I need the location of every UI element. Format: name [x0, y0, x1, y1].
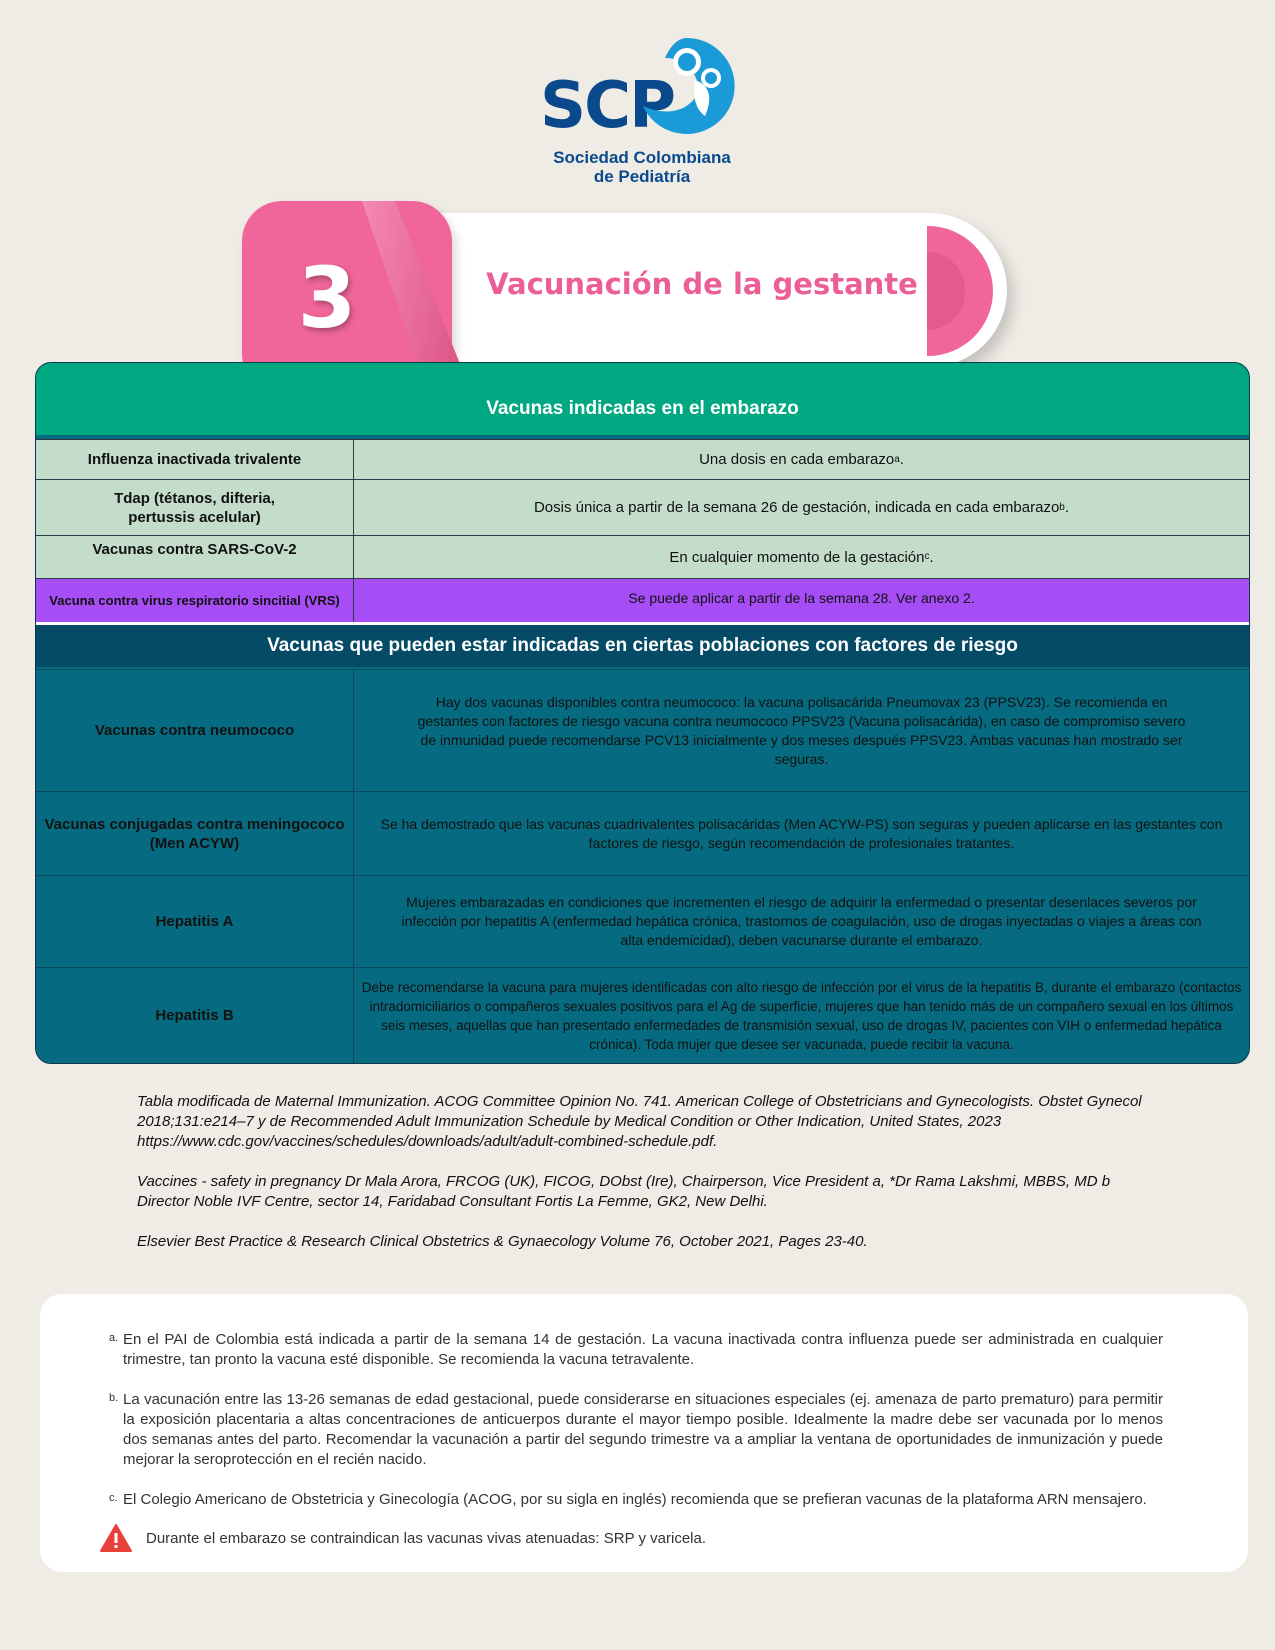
vaccine-name: Vacuna contra virus respiratorio sincitial (VRS): [36, 579, 354, 622]
table-row: [36, 535, 1249, 578]
table-row: [36, 669, 1249, 791]
reference-item: Tabla modificada de Maternal Immunization. ACOG Committee Opinion No. 741. American College of Obstetricians and Gynecologists. Obstet Gynecol 2018;131:e214–7 y de Recommended Adult Immunization Schedule by Medical Condition or Other Indication, United States, 2023 https://www.cdc.gov/vaccines/schedules/downloads/adult/adult-combined-schedule.pdf.: [137, 1093, 1142, 1150]
scp-logo: [540, 36, 740, 186]
vaccine-detail: Se puede aplicar a partir de la semana 28. Ver anexo 2.: [628, 590, 975, 606]
table-row: [36, 439, 1249, 479]
vaccine-name: Vacunas contra neumococo: [36, 670, 354, 791]
warning-triangle-icon: [100, 1524, 132, 1552]
footnote-mark: b.: [109, 1392, 119, 1404]
logo-abbr: SCP: [540, 69, 674, 143]
vaccine-name: Hepatitis A: [36, 876, 354, 967]
logo-name-line1: Sociedad Colombiana: [553, 148, 731, 167]
page-title: Vacunación de la gestante: [486, 267, 918, 301]
footnotes-box: [40, 1294, 1248, 1572]
table-row: [36, 875, 1249, 967]
table-row: [36, 578, 1249, 622]
references: [137, 1092, 1157, 1272]
vaccine-detail: Se ha demostrado que las vacunas cuadrivalentes polisacáridas (Men ACYW-PS) son seguras y pueden aplicarse en las gestantes con factores de riesgo, según recomendación de profesionales tratantes.: [380, 815, 1223, 851]
vaccine-name: Tdap (tétanos, difteria, pertussis acelular): [36, 480, 354, 535]
vaccine-name: Vacunas contra SARS-CoV-2: [36, 536, 354, 578]
footnote-a: a. En el PAI de Colombia está indicada a partir de la semana 14 de gestación. La vacuna inactivada contra influenza puede ser administrada en cualquier trimestre, tan pronto la vacuna esté disponible. Se recomienda la vacuna tetravalente.: [123, 1330, 1163, 1370]
vaccine-name: Hepatitis B: [36, 968, 354, 1063]
footnote-b: b. La vacunación entre las 13-26 semanas de edad gestacional, puede considerarse en situaciones especiales (ej. amenaza de parto prematuro) para permitir la exposición placentaria a altas concentraciones de anticuerpos durante el mayor tiempo posible. Idealmente la madre debe ser vacunada por lo menos dos semanas antes del parto. Recomendar la vacunación a partir del segundo trimestre va a ampliar la ventana de oportunidades de inmunización y puede mejorar la seroprotección en el recién nacido.: [123, 1390, 1163, 1470]
table-row: [36, 967, 1249, 1063]
vaccines-table: [35, 362, 1250, 1064]
vaccine-detail: Debe recomendarse la vacuna para mujeres identificadas con alto riesgo de infección por el virus de la hepatitis B, durante el embarazo (contactos intradomiciliarios o compañeros sexuales positivos para el Ag de superficie, mujeres que han tenido más de un compañero sexual en los últimos seis meses, aquellas que han presentado enfermedades de transmisión sexual, uso de drogas IV, pacientes con VIH o enfermedad hepática crónica). Toda mujer que desee ser vacunada, puede recibir la vacuna.: [361, 979, 1242, 1052]
vaccine-detail: Hay dos vacunas disponibles contra neumococo: la vacuna polisacárida Pneumovax 23 (PPSV23). Se recomienda en gestantes con factores de riesgo vacuna contra neumococo PPSV23 (Vacuna polisacárida), en caso de compromiso severo de inmunidad puede recomendarse PCV13 inicialmente y dos meses después PPSV23. Ambas vacunas han mostrado ser seguras.: [417, 693, 1186, 767]
table-row: [36, 479, 1249, 535]
section-risk-header: Vacunas que pueden estar indicadas en ciertas poblaciones con factores de riesgo: [36, 622, 1249, 667]
vaccine-detail: Una dosis en cada embarazo a .: [699, 451, 904, 468]
footnote-mark: c.: [109, 1492, 118, 1504]
section-indicated-header: Vacunas indicadas en el embarazo: [36, 363, 1249, 435]
footnote-c: c. El Colegio Americano de Obstetricia y Ginecología (ACOG, por su sigla en inglés) recomienda que se prefieran vacunas de la plataforma ARN mensajero.: [123, 1490, 1163, 1510]
vaccine-detail: Mujeres embarazadas en condiciones que incrementen el riesgo de adquirir la enfermedad o presentar desenlaces severos por infección por hepatitis A (enfermedad hepática crónica, trastornos de coagulación, uso de drogas inyectadas o viajes a áreas con alta endemicidad), deben vacunarse durante el embarazo.: [401, 894, 1202, 948]
reference-item: Vaccines - safety in pregnancy Dr Mala Arora, FRCOG (UK), FICOG, DObst (Ire), Chairperson, Vice President a, *Dr Rama Lakshmi, MBBS, MD b Director Noble IVF Centre, sector 14, Faridabad Consultant Fortis La Femme, GK2, New Delhi.: [137, 1173, 1111, 1210]
table-row: [36, 791, 1249, 875]
vaccine-detail: En cualquier momento de la gestación c .: [669, 548, 934, 566]
vaccine-name: Vacunas conjugadas contra meningococo (Men ACYW): [36, 792, 354, 875]
vaccine-detail: Dosis única a partir de la semana 26 de gestación, indicada en cada embarazo b .: [533, 499, 1070, 516]
chapter-number: 3: [297, 249, 357, 347]
vaccine-name: Influenza inactivada trivalente: [36, 440, 354, 479]
reference-item: Elsevier Best Practice & Research Clinical Obstetrics & Gynaecology Volume 76, October 2021, Pages 23-40.: [137, 1233, 868, 1250]
footnote-mark: a.: [109, 1332, 119, 1344]
warning-note: [100, 1524, 706, 1552]
logo-mark-icon: [635, 36, 735, 136]
warning-text: Durante el embarazo se contraindican las vacunas vivas atenuadas: SRP y varicela.: [146, 1529, 707, 1547]
logo-name-line2: de Pediatría: [593, 167, 691, 186]
